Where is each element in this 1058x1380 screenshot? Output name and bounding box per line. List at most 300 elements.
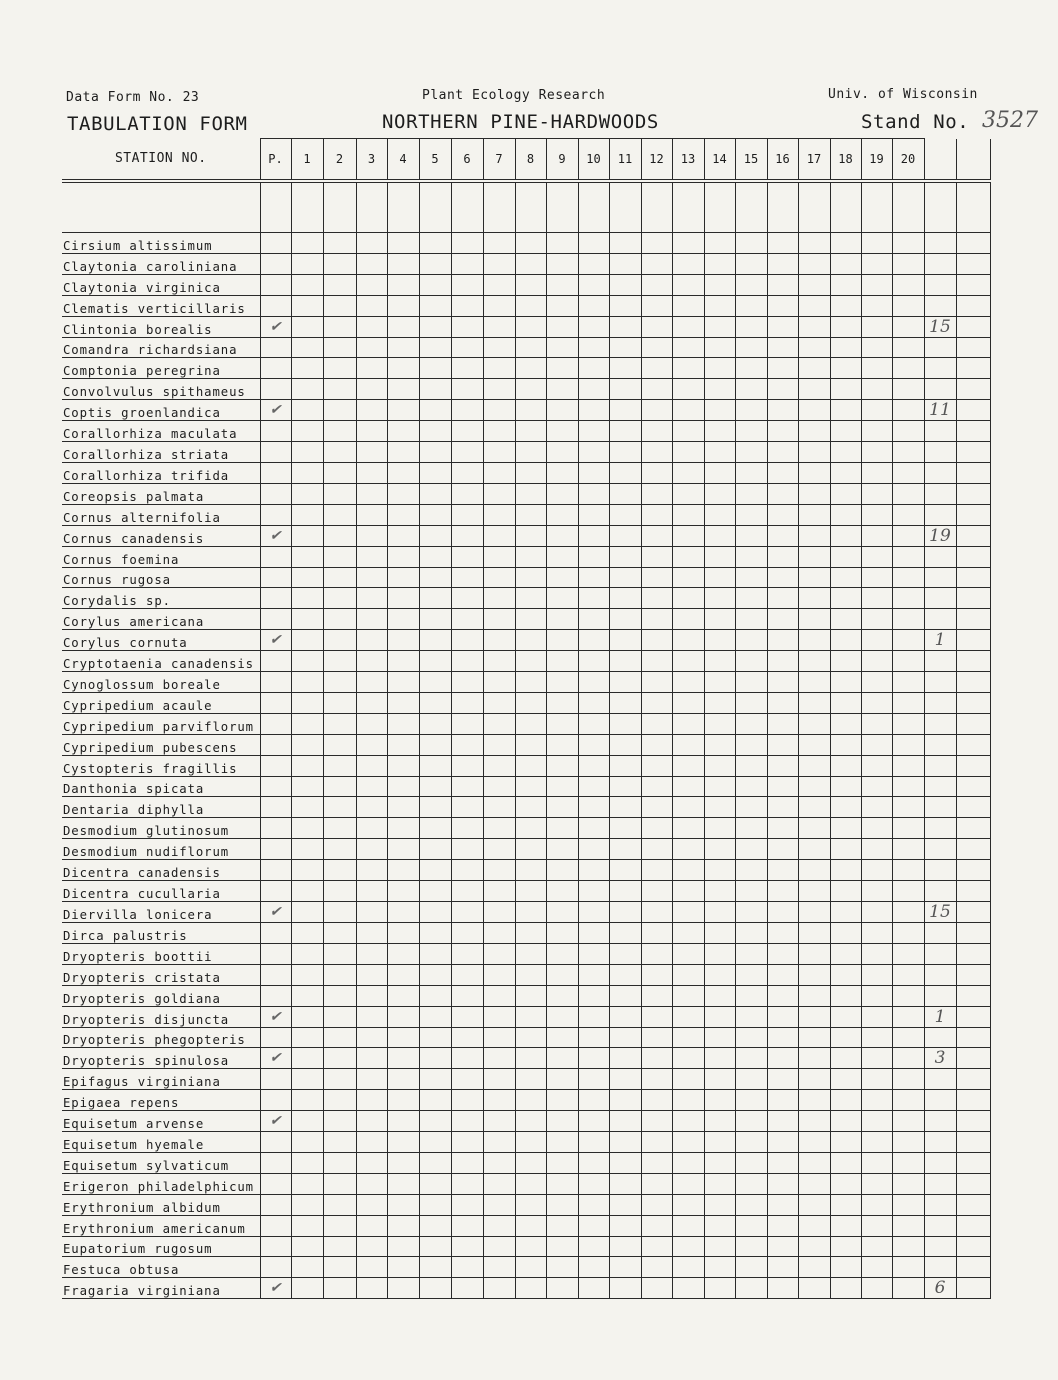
presence-check[interactable] — [260, 839, 291, 860]
station-cell[interactable] — [291, 400, 323, 421]
station-cell[interactable] — [451, 233, 483, 254]
station-cell[interactable] — [798, 1027, 830, 1048]
station-cell[interactable] — [798, 651, 830, 672]
station-cell[interactable] — [291, 1257, 323, 1278]
station-cell[interactable] — [419, 881, 451, 902]
frequency-count[interactable] — [924, 588, 956, 609]
station-cell[interactable] — [356, 525, 387, 546]
presence-check[interactable]: ✔ — [260, 1006, 291, 1027]
frequency-count[interactable] — [924, 421, 956, 442]
station-cell[interactable] — [892, 797, 924, 818]
extra-cell[interactable] — [956, 713, 990, 734]
station-cell[interactable] — [609, 1173, 641, 1194]
station-cell[interactable] — [830, 337, 861, 358]
station-cell[interactable] — [735, 713, 767, 734]
station-cell[interactable] — [798, 504, 830, 525]
station-cell[interactable] — [798, 546, 830, 567]
station-cell[interactable] — [609, 630, 641, 651]
station-cell[interactable] — [704, 1006, 735, 1027]
station-cell[interactable] — [356, 1236, 387, 1257]
station-cell[interactable] — [483, 881, 515, 902]
station-cell[interactable] — [892, 693, 924, 714]
extra-cell[interactable] — [956, 943, 990, 964]
station-cell[interactable] — [892, 295, 924, 316]
station-cell[interactable] — [451, 463, 483, 484]
presence-check[interactable] — [260, 483, 291, 504]
station-cell[interactable] — [483, 651, 515, 672]
station-cell[interactable] — [704, 818, 735, 839]
station-cell[interactable] — [578, 442, 609, 463]
station-cell[interactable] — [515, 839, 546, 860]
station-cell[interactable] — [767, 1152, 798, 1173]
presence-check[interactable] — [260, 233, 291, 254]
station-cell[interactable] — [546, 1069, 578, 1090]
station-cell[interactable] — [672, 839, 704, 860]
station-cell[interactable] — [798, 1006, 830, 1027]
station-cell[interactable] — [387, 734, 419, 755]
station-cell[interactable] — [767, 734, 798, 755]
station-cell[interactable] — [483, 672, 515, 693]
presence-check[interactable] — [260, 1173, 291, 1194]
station-cell[interactable] — [387, 672, 419, 693]
station-cell[interactable] — [356, 818, 387, 839]
frequency-count[interactable] — [924, 442, 956, 463]
station-cell[interactable] — [387, 358, 419, 379]
station-cell[interactable] — [578, 1006, 609, 1027]
station-cell[interactable] — [419, 567, 451, 588]
station-cell[interactable] — [767, 400, 798, 421]
station-cell[interactable] — [609, 358, 641, 379]
station-cell[interactable] — [515, 1069, 546, 1090]
station-cell[interactable] — [861, 504, 892, 525]
station-cell[interactable] — [767, 1048, 798, 1069]
station-cell[interactable] — [672, 776, 704, 797]
station-cell[interactable] — [641, 442, 672, 463]
station-cell[interactable] — [704, 463, 735, 484]
station-cell[interactable] — [578, 295, 609, 316]
station-cell[interactable] — [767, 755, 798, 776]
station-cell[interactable] — [356, 588, 387, 609]
station-cell[interactable] — [704, 839, 735, 860]
frequency-count[interactable]: 11 — [924, 400, 956, 421]
station-cell[interactable] — [451, 985, 483, 1006]
presence-check[interactable] — [260, 379, 291, 400]
station-cell[interactable] — [419, 860, 451, 881]
station-cell[interactable] — [892, 901, 924, 922]
frequency-count[interactable] — [924, 1152, 956, 1173]
station-cell[interactable] — [798, 295, 830, 316]
presence-check[interactable] — [260, 274, 291, 295]
presence-check[interactable] — [260, 588, 291, 609]
station-cell[interactable] — [672, 1027, 704, 1048]
station-cell[interactable] — [515, 713, 546, 734]
station-cell[interactable] — [735, 442, 767, 463]
station-cell[interactable] — [546, 1006, 578, 1027]
station-cell[interactable] — [767, 233, 798, 254]
extra-cell[interactable] — [956, 672, 990, 693]
station-cell[interactable] — [861, 274, 892, 295]
station-cell[interactable] — [767, 358, 798, 379]
station-cell[interactable] — [892, 609, 924, 630]
station-cell[interactable] — [735, 233, 767, 254]
station-cell[interactable] — [515, 588, 546, 609]
station-cell[interactable] — [798, 734, 830, 755]
station-cell[interactable] — [546, 1111, 578, 1132]
extra-cell[interactable] — [956, 797, 990, 818]
station-cell[interactable] — [323, 316, 356, 337]
station-cell[interactable] — [451, 274, 483, 295]
station-cell[interactable] — [546, 463, 578, 484]
station-cell[interactable] — [546, 233, 578, 254]
station-cell[interactable] — [892, 567, 924, 588]
station-cell[interactable] — [451, 1173, 483, 1194]
station-cell[interactable] — [291, 922, 323, 943]
station-cell[interactable] — [323, 1132, 356, 1153]
station-cell[interactable] — [641, 734, 672, 755]
station-cell[interactable] — [704, 295, 735, 316]
station-cell[interactable] — [387, 253, 419, 274]
station-cell[interactable] — [483, 755, 515, 776]
station-cell[interactable] — [356, 734, 387, 755]
station-cell[interactable] — [735, 253, 767, 274]
station-cell[interactable] — [861, 546, 892, 567]
station-cell[interactable] — [892, 630, 924, 651]
station-cell[interactable] — [515, 901, 546, 922]
station-cell[interactable] — [451, 1027, 483, 1048]
station-cell[interactable] — [704, 337, 735, 358]
station-cell[interactable] — [387, 1215, 419, 1236]
station-cell[interactable] — [892, 1048, 924, 1069]
station-cell[interactable] — [704, 546, 735, 567]
station-cell[interactable] — [798, 463, 830, 484]
station-cell[interactable] — [419, 609, 451, 630]
station-cell[interactable] — [735, 922, 767, 943]
station-cell[interactable] — [892, 776, 924, 797]
frequency-count[interactable] — [924, 504, 956, 525]
station-cell[interactable] — [735, 901, 767, 922]
extra-cell[interactable] — [956, 588, 990, 609]
station-cell[interactable] — [609, 421, 641, 442]
presence-check[interactable] — [260, 567, 291, 588]
station-cell[interactable] — [861, 943, 892, 964]
station-cell[interactable] — [830, 1090, 861, 1111]
station-cell[interactable] — [892, 1111, 924, 1132]
station-cell[interactable] — [735, 1257, 767, 1278]
station-cell[interactable] — [830, 672, 861, 693]
station-cell[interactable] — [515, 295, 546, 316]
station-cell[interactable] — [546, 922, 578, 943]
station-cell[interactable] — [641, 881, 672, 902]
station-cell[interactable] — [798, 1132, 830, 1153]
station-cell[interactable] — [578, 1132, 609, 1153]
station-cell[interactable] — [291, 1111, 323, 1132]
station-cell[interactable] — [609, 525, 641, 546]
station-cell[interactable] — [892, 316, 924, 337]
station-cell[interactable] — [609, 1278, 641, 1299]
station-cell[interactable] — [578, 818, 609, 839]
station-cell[interactable] — [323, 713, 356, 734]
station-cell[interactable] — [704, 442, 735, 463]
extra-cell[interactable] — [956, 316, 990, 337]
station-cell[interactable] — [356, 693, 387, 714]
station-cell[interactable] — [609, 734, 641, 755]
frequency-count[interactable] — [924, 546, 956, 567]
station-cell[interactable] — [798, 316, 830, 337]
extra-cell[interactable] — [956, 400, 990, 421]
station-cell[interactable] — [419, 379, 451, 400]
station-cell[interactable] — [609, 442, 641, 463]
station-cell[interactable] — [323, 1215, 356, 1236]
station-cell[interactable] — [672, 463, 704, 484]
station-cell[interactable] — [830, 483, 861, 504]
station-cell[interactable] — [291, 1194, 323, 1215]
station-cell[interactable] — [419, 504, 451, 525]
station-cell[interactable] — [483, 295, 515, 316]
extra-cell[interactable] — [956, 442, 990, 463]
station-cell[interactable] — [798, 672, 830, 693]
station-cell[interactable] — [356, 463, 387, 484]
presence-check[interactable] — [260, 693, 291, 714]
station-cell[interactable] — [578, 379, 609, 400]
station-cell[interactable] — [641, 630, 672, 651]
station-cell[interactable] — [641, 1069, 672, 1090]
station-cell[interactable] — [546, 630, 578, 651]
station-cell[interactable] — [356, 379, 387, 400]
station-cell[interactable] — [735, 358, 767, 379]
station-cell[interactable] — [830, 797, 861, 818]
station-cell[interactable] — [515, 860, 546, 881]
station-cell[interactable] — [291, 274, 323, 295]
station-cell[interactable] — [323, 588, 356, 609]
station-cell[interactable] — [892, 358, 924, 379]
station-cell[interactable] — [830, 233, 861, 254]
station-cell[interactable] — [578, 922, 609, 943]
station-cell[interactable] — [672, 1132, 704, 1153]
station-cell[interactable] — [861, 1236, 892, 1257]
station-cell[interactable] — [483, 713, 515, 734]
station-cell[interactable] — [323, 233, 356, 254]
station-cell[interactable] — [515, 400, 546, 421]
station-cell[interactable] — [323, 818, 356, 839]
extra-cell[interactable] — [956, 860, 990, 881]
station-cell[interactable] — [672, 1048, 704, 1069]
station-cell[interactable] — [767, 525, 798, 546]
station-cell[interactable] — [419, 1215, 451, 1236]
station-cell[interactable] — [704, 1152, 735, 1173]
station-cell[interactable] — [892, 651, 924, 672]
extra-cell[interactable] — [956, 1069, 990, 1090]
station-cell[interactable] — [609, 713, 641, 734]
station-cell[interactable] — [291, 1132, 323, 1153]
station-cell[interactable] — [641, 985, 672, 1006]
station-cell[interactable] — [798, 1194, 830, 1215]
station-cell[interactable] — [609, 922, 641, 943]
station-cell[interactable] — [387, 985, 419, 1006]
station-cell[interactable] — [735, 672, 767, 693]
frequency-count[interactable] — [924, 860, 956, 881]
station-cell[interactable] — [641, 546, 672, 567]
station-cell[interactable] — [419, 1048, 451, 1069]
station-cell[interactable] — [546, 525, 578, 546]
station-cell[interactable] — [387, 233, 419, 254]
station-cell[interactable] — [451, 442, 483, 463]
station-cell[interactable] — [483, 985, 515, 1006]
station-cell[interactable] — [672, 1090, 704, 1111]
station-cell[interactable] — [291, 776, 323, 797]
station-cell[interactable] — [830, 588, 861, 609]
station-cell[interactable] — [704, 1278, 735, 1299]
station-cell[interactable] — [861, 1257, 892, 1278]
station-cell[interactable] — [419, 839, 451, 860]
station-cell[interactable] — [672, 818, 704, 839]
station-cell[interactable] — [419, 337, 451, 358]
station-cell[interactable] — [356, 546, 387, 567]
frequency-count[interactable] — [924, 1132, 956, 1153]
station-cell[interactable] — [672, 1152, 704, 1173]
station-cell[interactable] — [735, 504, 767, 525]
station-cell[interactable] — [641, 672, 672, 693]
station-cell[interactable] — [641, 1173, 672, 1194]
station-cell[interactable] — [451, 713, 483, 734]
station-cell[interactable] — [861, 1006, 892, 1027]
frequency-count[interactable]: 15 — [924, 901, 956, 922]
station-cell[interactable] — [356, 1090, 387, 1111]
station-cell[interactable] — [830, 609, 861, 630]
station-cell[interactable] — [291, 379, 323, 400]
station-cell[interactable] — [323, 358, 356, 379]
station-cell[interactable] — [767, 483, 798, 504]
station-cell[interactable] — [515, 1215, 546, 1236]
presence-check[interactable] — [260, 358, 291, 379]
station-cell[interactable] — [515, 1132, 546, 1153]
station-cell[interactable] — [451, 1194, 483, 1215]
station-cell[interactable] — [483, 734, 515, 755]
frequency-count[interactable] — [924, 672, 956, 693]
presence-check[interactable]: ✔ — [260, 525, 291, 546]
extra-cell[interactable] — [956, 1152, 990, 1173]
station-cell[interactable] — [735, 546, 767, 567]
station-cell[interactable] — [451, 316, 483, 337]
station-cell[interactable] — [735, 588, 767, 609]
station-cell[interactable] — [578, 1278, 609, 1299]
presence-check[interactable] — [260, 651, 291, 672]
station-cell[interactable] — [515, 1027, 546, 1048]
station-cell[interactable] — [735, 1236, 767, 1257]
station-cell[interactable] — [672, 651, 704, 672]
station-cell[interactable] — [830, 818, 861, 839]
station-cell[interactable] — [578, 964, 609, 985]
station-cell[interactable] — [861, 651, 892, 672]
station-cell[interactable] — [892, 442, 924, 463]
station-cell[interactable] — [356, 1006, 387, 1027]
station-cell[interactable] — [291, 525, 323, 546]
station-cell[interactable] — [546, 274, 578, 295]
station-cell[interactable] — [641, 316, 672, 337]
presence-check[interactable] — [260, 1132, 291, 1153]
station-cell[interactable] — [704, 860, 735, 881]
station-cell[interactable] — [323, 985, 356, 1006]
station-cell[interactable] — [546, 1027, 578, 1048]
station-cell[interactable] — [609, 400, 641, 421]
station-cell[interactable] — [483, 860, 515, 881]
station-cell[interactable] — [451, 504, 483, 525]
station-cell[interactable] — [767, 1027, 798, 1048]
station-cell[interactable] — [578, 776, 609, 797]
station-cell[interactable] — [641, 1132, 672, 1153]
station-cell[interactable] — [892, 755, 924, 776]
station-cell[interactable] — [798, 901, 830, 922]
frequency-count[interactable] — [924, 881, 956, 902]
station-cell[interactable] — [419, 421, 451, 442]
station-cell[interactable] — [892, 1215, 924, 1236]
station-cell[interactable] — [861, 316, 892, 337]
presence-check[interactable]: ✔ — [260, 1278, 291, 1299]
station-cell[interactable] — [641, 400, 672, 421]
station-cell[interactable] — [451, 1006, 483, 1027]
station-cell[interactable] — [578, 1069, 609, 1090]
station-cell[interactable] — [451, 693, 483, 714]
station-cell[interactable] — [767, 504, 798, 525]
station-cell[interactable] — [483, 358, 515, 379]
station-cell[interactable] — [735, 1111, 767, 1132]
station-cell[interactable] — [672, 609, 704, 630]
station-cell[interactable] — [546, 1152, 578, 1173]
station-cell[interactable] — [767, 797, 798, 818]
station-cell[interactable] — [323, 651, 356, 672]
station-cell[interactable] — [672, 567, 704, 588]
station-cell[interactable] — [861, 1152, 892, 1173]
station-cell[interactable] — [515, 253, 546, 274]
station-cell[interactable] — [892, 1278, 924, 1299]
station-cell[interactable] — [483, 483, 515, 504]
station-cell[interactable] — [830, 693, 861, 714]
station-cell[interactable] — [861, 1173, 892, 1194]
station-cell[interactable] — [419, 463, 451, 484]
station-cell[interactable] — [767, 839, 798, 860]
station-cell[interactable] — [767, 1111, 798, 1132]
station-cell[interactable] — [641, 588, 672, 609]
station-cell[interactable] — [483, 588, 515, 609]
station-cell[interactable] — [451, 1278, 483, 1299]
station-cell[interactable] — [291, 881, 323, 902]
station-cell[interactable] — [578, 1090, 609, 1111]
station-cell[interactable] — [861, 525, 892, 546]
station-cell[interactable] — [387, 693, 419, 714]
station-cell[interactable] — [323, 546, 356, 567]
station-cell[interactable] — [419, 1236, 451, 1257]
station-cell[interactable] — [356, 755, 387, 776]
station-cell[interactable] — [451, 734, 483, 755]
station-cell[interactable] — [483, 776, 515, 797]
station-cell[interactable] — [609, 295, 641, 316]
station-cell[interactable] — [672, 233, 704, 254]
station-cell[interactable] — [546, 358, 578, 379]
station-cell[interactable] — [451, 776, 483, 797]
station-cell[interactable] — [704, 1236, 735, 1257]
station-cell[interactable] — [767, 1006, 798, 1027]
station-cell[interactable] — [830, 400, 861, 421]
station-cell[interactable] — [704, 985, 735, 1006]
station-cell[interactable] — [861, 672, 892, 693]
station-cell[interactable] — [356, 797, 387, 818]
station-cell[interactable] — [578, 713, 609, 734]
presence-check[interactable] — [260, 713, 291, 734]
presence-check[interactable] — [260, 1090, 291, 1111]
presence-check[interactable]: ✔ — [260, 630, 291, 651]
station-cell[interactable] — [767, 274, 798, 295]
station-cell[interactable] — [830, 379, 861, 400]
station-cell[interactable] — [515, 1006, 546, 1027]
